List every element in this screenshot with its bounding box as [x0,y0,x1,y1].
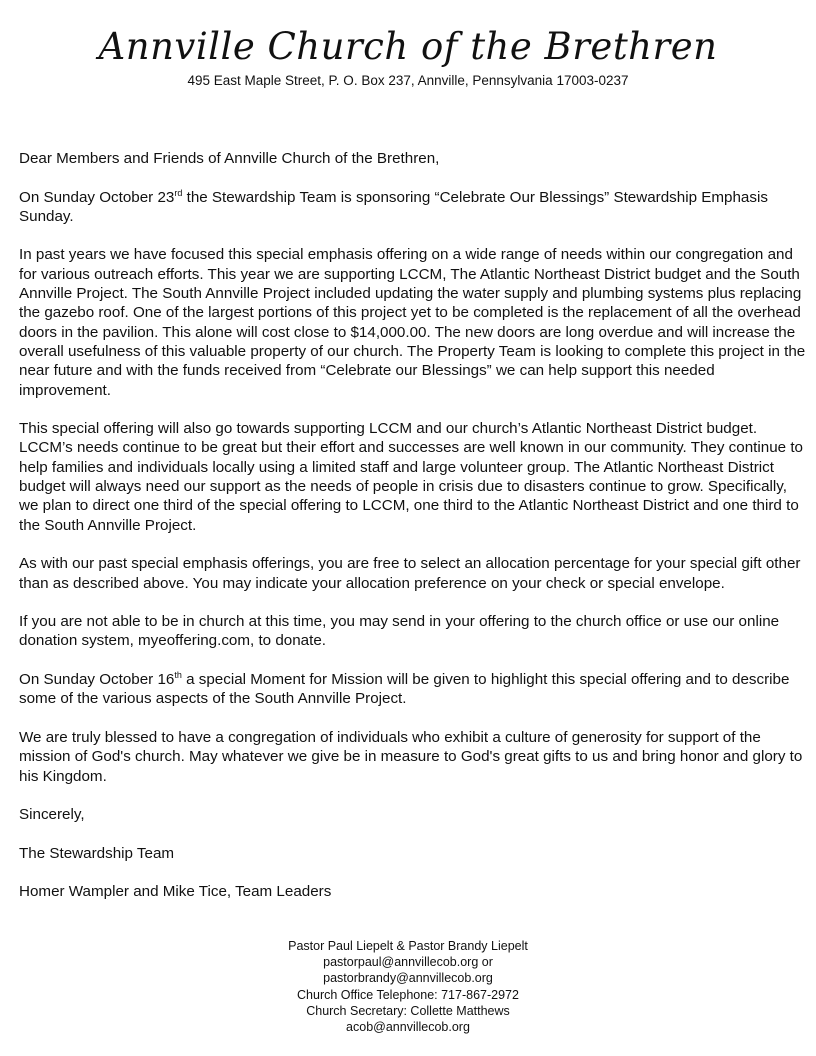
signature: The Stewardship Team [19,844,175,862]
church-address: 495 East Maple Street, P. O. Box 237, Annville, Pennsylvania 17003-0237 [187,73,629,88]
footer-phone: Church Office Telephone: 717-867-2972 [297,987,519,1002]
closing: Sincerely, [19,806,85,824]
p6-text-before: On Sunday October 16 [19,671,175,689]
paragraph-south-annville-project: In past years we have focused this special emphasis offering on a wide range of needs within our congregation and for various outreach efforts. This year we are supporting LCCM, The Atlantic Northeast District budget and the South Annville Project. The South Annville Project included updating the water supply and plumbing systems plus replacing the gazebo roof. One of the largest portions of this project yet to be completed is the replacement of all the overhead doors in the pavilion. This alone will cost close to $14,000.00. The new doors are long overdue and will increase the overall usefulness of this valuable property of our church. The Property Team is looking to complete this project in the near future and with the funds received from “Celebrate our Blessings” we can help support this needed improvement. [19,246,806,399]
footer-pastors: Pastor Paul Liepelt & Pastor Brandy Liepelt [288,939,528,953]
paragraph-lccm-district: This special offering will also go towards supporting LCCM and our church’s Atlantic Northeast District budget. LCCM’s needs continue to be great but their effort and successes are well known in our community. They continue to help families and individuals locally using a limited staff and large volunteer group. The Atlantic Northeast District budget will always need our support as the needs of people in crisis due to disasters continue to grow. Specifically, we plan to direct one third of the special offering to LCCM, one third to the Atlantic Northeast District and one third to the South Annville Project. [19,420,803,534]
footer-secretary-email: acob@annvillecob.org [346,1020,470,1035]
paragraph-stewardship-sunday [19,188,809,227]
letter-body [19,149,809,921]
p1-superscript: rd [174,187,183,198]
paragraph-allocation: As with our past special emphasis offerings, you are free to select an allocation percentage for your special gift other than as described above. You may indicate your allocation preference on your check or special envelope. [19,555,801,592]
paragraph-moment-for-mission [19,670,809,709]
footer-email-pastor-brandy: pastorbrandy@annvillecob.org [323,971,493,986]
p1-text-after: the Stewardship Team is sponsoring “Celebrate Our Blessings” Stewardship Emphasis Sunday. [19,188,768,225]
p6-text-after: a special Moment for Mission will be given to highlight this special offering and to describe some of the various aspects of the South Annville Project. [19,671,790,708]
p1-text-before: On Sunday October 23 [19,188,175,206]
salutation: Dear Members and Friends of Annville Church of the Brethren, [19,150,440,167]
footer-secretary: Church Secretary: Collette Matthews [306,1003,510,1018]
footer-email-pastor-paul: pastorpaul@annvillecob.org or [323,955,493,970]
p6-superscript: th [174,670,182,681]
letterhead [0,22,816,90]
paragraph-online-donation: If you are not able to be in church at this time, you may send in your offering to the church office or use our online donation system, myeoffering.com, to donate. [19,613,780,650]
contact-footer [0,938,816,1035]
team-leaders: Homer Wampler and Mike Tice, Team Leaders [19,883,332,901]
church-name-title: Annville Church of the Brethren [98,25,718,68]
paragraph-generosity: We are truly blessed to have a congregation of individuals who exhibit a culture of generosity for support of the mission of God's church. May whatever we give be in measure to God's great gifts to us and bring honor and glory to his Kingdom. [19,728,803,785]
